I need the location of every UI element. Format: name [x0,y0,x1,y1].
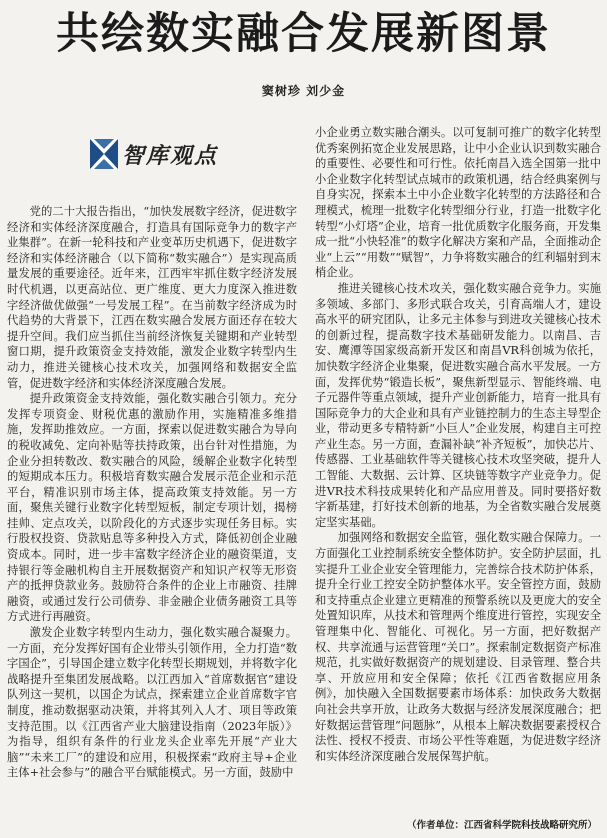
column-logo [90,136,230,172]
column-badge-text: 智库观点 [122,143,219,169]
think-tank-logo-icon [90,139,118,169]
paragraph: 党的二十大报告指出，“加快发展数字经济，促进数字经济和实体经济深度融合，打造具有国际竞争力的数字产业集群”。在新一轮科技和产业变革历史机遇下，促进数字经济和实体经济融合（以下简称“数实融合”）是实现高质量发展的重要途径。近年来，江西牢牢抓住数字经济发展时代机遇，以更高站位、更广维度、更大力度深入推进数字经济做优做强“一号发展工程”。在当前数字经济成为时代趋势的大背景下，江西在数实融合发展方面还存在较大提升空间。我们应当抓住当前经济恢复关键期和产业转型窗口期，提升政策资金支持效能，激发企业数字转型内生动力，推进关键核心技术攻关，加强网络和数据安全监管，促进数字经济和实体经济深度融合发展。 [7,205,297,390]
paragraph: 小企业勇立数实融合潮头。以可复制可推广的数字化转型优秀案例拓宽企业发展思路，让中小企业认识到数实融合的重要性、必要性和可行性。依托南昌入选全国第一批中小企业数字化转型试点城市的政策机遇，结合经典案例与自身实况，探索本土中小企业数字化转型的方法路径和合理模式，梳理一批数字化转型细分行业，打造一批数字化转型“小灯塔”企业，培育一批优质数字化服务商，开发集成一批“小快轻准”的数字化解决方案和产品，全面推动企业“上云”“用数”“赋智”，力争将数实融合的红利辐射到末梢企业。 [315,126,601,280]
paragraph: 激发企业数字转型内生动力，强化数实融合凝聚力。一方面，充分发挥好国有企业带头引领作用，全力打造“数字国企”，引导国企建立数字化转型长期规划，并将数字化战略提升至集团发展战略。以江西加入“首席数据官”建设队列这一契机，以国企为试点，探索建立企业首席数字官制度，推动数据驱动决策，并将其列入人才、项目等政策支持范围。以《江西省产业大脑建设指南（2023年版）》为指导，组织有条件的行业龙头企业率先开展“产业大脑”“未来工厂”的建设和应用，积极探索“政府主导+企业主体+社会参与”的融合平台赋能模式。另一方面，鼓励中 [7,626,297,780]
article-authors: 窦树珍 刘少金 [261,84,346,98]
paragraph: 加强网络和数据安全监管，强化数实融合保障力。一方面强化工业控制系统安全整体防护。安全防护层面，扎实提升工业企业安全管理能力，完善综合技术防护体系，提升全行业工控安全防护整体水平。安全管控方面，鼓励和支持重点企业建立更精准的预警系统以及更庞大的安全处置知识库，从技术和管理两个维度进行管控，实现安全管理集中化、智能化、可视化。另一方面，把好数据产权、共享流通与运营管理“关口”。探索制定数据资产标准规范，扎实做好数据资产的规划建设、目录管理、整合共享、开放应用和安全保障；依托《江西省数据应用条例》，加快融入全国数据要素市场体系：加快政务大数据向社会共享开放，让政务大数据与经济发展深度融合；把好数据运营管理“问题脉”，从根本上解决数据要素授权合法性、授权不授责、市场公平性等难题，为促进数字经济和实体经济深度融合发展保驾护航。 [315,531,601,763]
article-title: 共绘数实融合发展新图景 [56,9,551,59]
author-affiliation: （作者单位：江西省科学院科技战略研究所） [406,820,597,831]
article-right-column [315,125,601,764]
article-left-column [7,204,297,781]
paragraph: 提升政策资金支持效能，强化数实融合引领力。充分发挥专项资金、财税优惠的激励作用，实施精准多维措施，发挥助推效应。一方面，探索以促进数实融合为导向的税收减免、定向补贴等扶持政策，出台针对性措施，为企业分担转数改、数实融合的风险，缓解企业数字化转型的短期成本压力。积极培育数实融合发展示范企业和示范平台，精准识别市场主体，提高政策支持效能。另一方面，聚焦关键行业数字化转型短板，制定专项计划，揭榜挂帅、定点攻关，以阶段化的方式逐步实现任务目标。实行股权投资、贷款贴息等多种投入方式，降低初创企业融资成本。同时，进一步丰富数字经济企业的融资渠道，支持银行等金融机构自主开展数据资产和知识产权等无形资产的抵押贷款业务。鼓励符合条件的企业上市融资、挂牌融资，或通过发行公司债券、非金融企业债务融资工具等方式进行再融资。 [7,392,297,624]
paragraph: 推进关键核心技术攻关，强化数实融合竞争力。实施多领域、多部门、多形式联合攻关，引育高端人才，建设高水平的研究团队，让多元主体参与到进攻关键核心技术的创新过程，提高数字技术基础研发能力。以南昌、吉安、鹰潭等国家级高新开发区和南昌VR科创城为依托，加快数字经济企业集聚，促进数实融合高水平发展。一方面，发挥优势“锻造长板”，聚焦新型显示、智能终端、电子元器件等重点领域，提升产业创新能力，培育一批具有国际竞争力的大企业和具有产业链控制力的生态主导型企业，带动更多专精特新“小巨人”企业发展，构建自主可控产业生态。另一方面，查漏补缺“补齐短板”，加快芯片、传感器、工业基础软件等关键核心技术攻坚突破，提升人工智能、大数据、云计算、区块链等数字产业竞争力。促进VR技术科技成果转化和产品应用普及。同时要搭好数字新基建，打好技术创新的地基，为全省数实融合发展奠定坚实基础。 [315,281,601,529]
